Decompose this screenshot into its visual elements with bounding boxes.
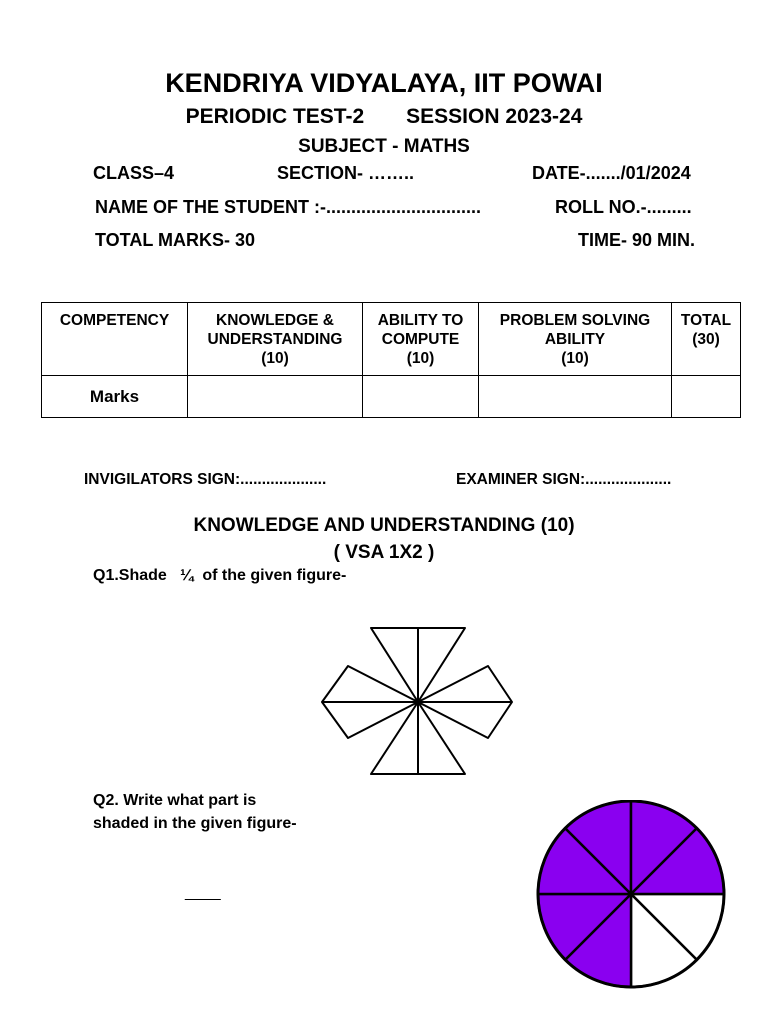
date-label: DATE-......./01/2024: [532, 163, 691, 183]
total-marks-label: TOTAL MARKS- 30: [95, 230, 256, 250]
q2-fraction-circle: [532, 800, 732, 990]
invigilator-sign: INVIGILATORS SIGN:....................: [84, 471, 327, 488]
examiner-sign: EXAMINER SIGN:....................: [456, 471, 672, 488]
session: SESSION 2023-24: [406, 105, 583, 128]
header-total: TOTAL (30): [672, 303, 741, 376]
marks-compute-cell[interactable]: [363, 376, 479, 418]
competency-table: [41, 302, 741, 418]
answer-blank[interactable]: ____: [185, 884, 221, 901]
table-header-row: [42, 303, 741, 376]
student-name-label: NAME OF THE STUDENT :-...............................: [95, 197, 482, 217]
question-2-line2: shaded in the given figure-: [93, 815, 297, 832]
question-1: Q1.Shade ¼ of the given figure-: [93, 567, 347, 584]
section-label: SECTION- ……..: [277, 163, 415, 183]
marks-problem-solving-cell[interactable]: [479, 376, 672, 418]
marks-total-cell[interactable]: [672, 376, 741, 418]
class-label: CLASS–4: [93, 163, 175, 183]
header-problem-solving: PROBLEM SOLVING ABILITY (10): [479, 303, 672, 376]
roll-no-label: ROLL NO.-.........: [555, 197, 692, 217]
section-title: KNOWLEDGE AND UNDERSTANDING (10): [193, 515, 575, 536]
header-competency: COMPETENCY: [42, 303, 188, 376]
header-compute: ABILITY TO COMPUTE (10): [363, 303, 479, 376]
test-name: PERIODIC TEST-2: [185, 105, 365, 128]
time-label: TIME- 90 MIN.: [578, 230, 696, 250]
marks-label: Marks: [42, 376, 188, 418]
q1-star-figure: [318, 624, 518, 784]
school-name: KENDRIYA VIDYALAYA, IIT POWAI: [165, 68, 603, 98]
marks-knowledge-cell[interactable]: [188, 376, 363, 418]
table-marks-row: [42, 376, 741, 418]
subject: SUBJECT - MATHS: [298, 136, 470, 157]
section-subtitle: ( VSA 1X2 ): [333, 542, 435, 563]
question-2-line1: Q2. Write what part is: [93, 792, 257, 809]
header-knowledge: KNOWLEDGE & UNDERSTANDING (10): [188, 303, 363, 376]
test-line: [0, 105, 768, 129]
